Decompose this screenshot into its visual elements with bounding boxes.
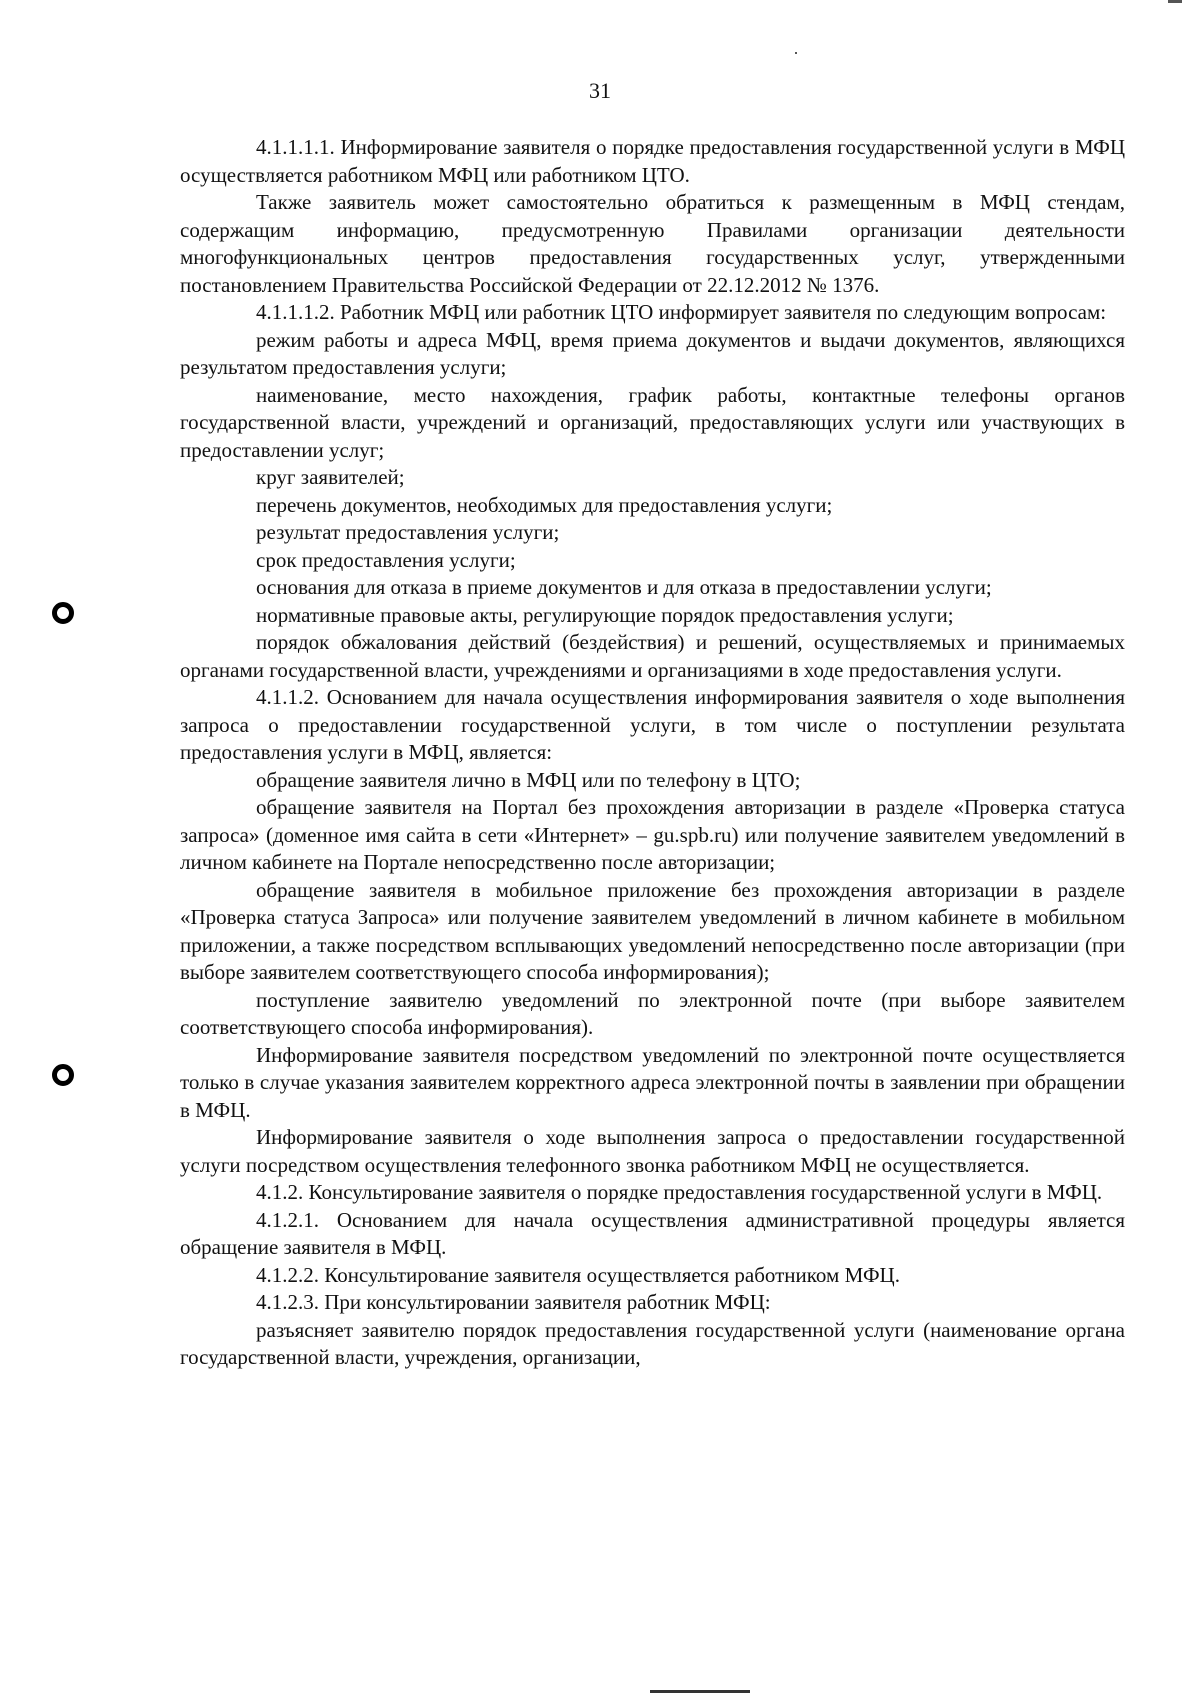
list-item-explains-procedure: разъясняет заявителю порядок предоставления государственной услуги (наименование органа государственной власти, учреждения, организации, (180, 1317, 1125, 1369)
list-item-applicants: круг заявителей; (256, 465, 405, 489)
page-number: 31 (589, 78, 611, 103)
binder-hole-bottom (52, 1064, 74, 1086)
scan-corner-mark (1168, 0, 1182, 3)
paragraph-4-1-1-2: 4.1.1.2. Основанием для начала осуществления информирования заявителя о ходе выполнения запроса о предоставлении государственной услуги, в том числе о поступлении результата предоставления услуги в МФЦ, является: (180, 685, 1125, 764)
list-item-legal-acts: нормативные правовые акты, регулирующие порядок предоставления услуги; (256, 602, 954, 627)
list-item-work-hours: режим работы и адреса МФЦ, время приема документов и выдачи документов, являющихся результатом предоставления услуги; (180, 327, 1125, 379)
list-item-email: поступление заявителю уведомлений по электронной почте (при выборе заявителем соответствующего способа информирования). (180, 987, 1125, 1039)
list-item-portal: обращение заявителя на Портал без прохождения авторизации в разделе «Проверка статуса запроса» (доменное имя сайта в сети «Интернет» – gu.spb.ru) или получение заявителем уведомлений в личном кабинете на Портале непосредственно после авторизации; (180, 795, 1125, 874)
list-item-authority-contacts: наименование, место нахождения, график работы, контактные телефоны органов государственной власти, учреждений и организаций, предоставляющих услуги или участвующих в предоставлении услуг; (180, 382, 1125, 462)
binder-hole-top (52, 602, 74, 624)
paragraph-4-1-2-3: 4.1.2.3. При консультировании заявителя работник МФЦ: (256, 1290, 771, 1314)
list-item-documents: перечень документов, необходимых для предоставления услуги; (256, 492, 833, 517)
paragraph-stands-info: Также заявитель может самостоятельно обратиться к размещенным в МФЦ стендам, содержащим информацию, предусмотренную Правилами организации деятельности многофункциональных центров предоставления государственных услуг, утвержденными постановлением Правительства Российской Федерации от 22.12.2012 № 1376. (180, 190, 1125, 297)
list-item-result: результат предоставления услуги; (256, 520, 560, 544)
list-item-mobile-app: обращение заявителя в мобильное приложение без прохождения авторизации в разделе «Проверка статуса Запроса» или получение заявителем уведомлений в личном кабинете в мобильном приложении, а также посредством всплывающих уведомлений непосредственно после авторизации (при выборе заявителем соответствующего способа информирования); (180, 877, 1125, 984)
paragraph-no-phone-calls: Информирование заявителя о ходе выполнения запроса о предоставлении государственной услуги посредством осуществления телефонного звонка работником МФЦ не осуществляется. (180, 1125, 1125, 1177)
footer-scan-mark (650, 1690, 750, 1693)
paragraph-4-1-2: 4.1.2. Консультирование заявителя о порядке предоставления государственной услуги в МФЦ. (256, 1180, 1103, 1204)
list-item-refusal-grounds: основания для отказа в приеме документов и для отказа в предоставлении услуги; (256, 575, 992, 599)
paragraph-4-1-2-1: 4.1.2.1. Основанием для начала осуществления административной процедуры является обращение заявителя в МФЦ. (180, 1207, 1125, 1259)
document-body (180, 134, 1125, 1372)
list-item-appeal-procedure: порядок обжалования действий (бездействия) и решений, осуществляемых и принимаемых органами государственной власти, учреждениями и организациями в ходе предоставления услуги. (180, 630, 1125, 682)
paragraph-4-1-1-1-1: 4.1.1.1.1. Информирование заявителя о порядке предоставления государственной услуги в МФЦ осуществляется работником МФЦ или работником ЦТО. (180, 135, 1125, 187)
scan-speck (795, 52, 797, 54)
list-item-term: срок предоставления услуги; (256, 547, 516, 572)
paragraph-4-1-1-1-2: 4.1.1.1.2. Работник МФЦ или работник ЦТО информирует заявителя по следующим вопросам: (256, 300, 1107, 324)
list-item-in-person: обращение заявителя лично в МФЦ или по телефону в ЦТО; (256, 767, 801, 792)
paragraph-email-notice: Информирование заявителя посредством уведомлений по электронной почте осуществляется только в случае указания заявителем корректного адреса электронной почты в заявлении при обращении в МФЦ. (180, 1042, 1125, 1122)
paragraph-4-1-2-2: 4.1.2.2. Консультирование заявителя осуществляется работником МФЦ. (256, 1262, 900, 1287)
